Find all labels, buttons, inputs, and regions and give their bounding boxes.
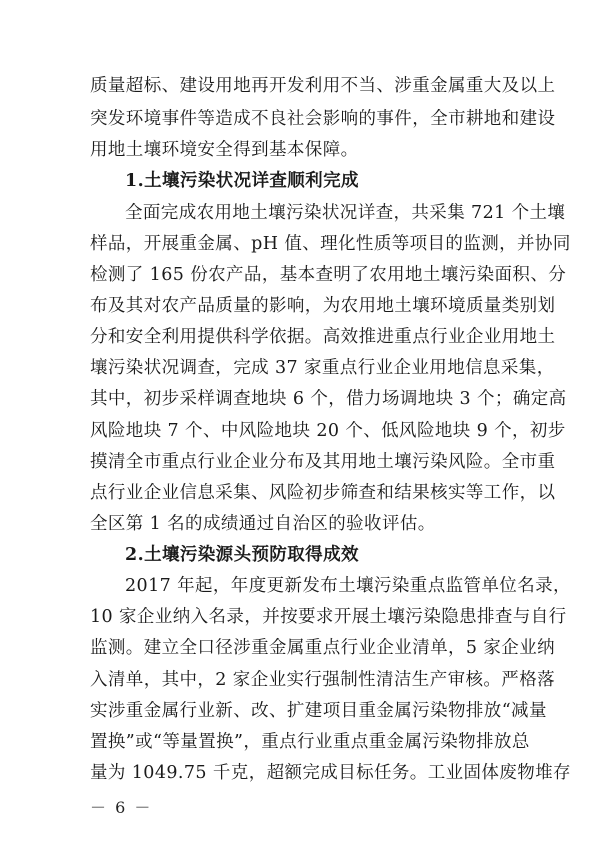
- body-line: 风险地块 7 个、中风险地块 20 个、低风险地块 9 个，初步: [90, 420, 566, 441]
- section-heading-1: 1.土壤污染状况详查顺利完成: [125, 171, 359, 192]
- body-line: 实涉重金属行业新、改、扩建项目重金属污染物排放“减量: [90, 700, 547, 721]
- body-line: 摸清全市重点行业企业分布及其用地土壤污染风险。全市重: [90, 451, 556, 472]
- body-line: 置换”或“等量置换”，重点行业重点重金属污染物排放总: [90, 731, 530, 752]
- body-line: 全面完成农用地土壤污染状况详查，共采集 721 个土壤: [125, 202, 566, 223]
- body-line: 质量超标、建设用地再开发利用不当、涉重金属重大及以上: [90, 76, 556, 96]
- body-line: 全区第 1 名的成绩通过自治区的验收评估。: [90, 513, 436, 534]
- body-line: 点行业企业信息采集、风险初步筛查和结果核实等工作，以: [90, 482, 556, 503]
- body-line: 其中，初步采样调查地块 6 个，借力场调地块 3 个；确定高: [90, 389, 567, 410]
- body-line: 布及其对农产品质量的影响，为农用地土壤环境质量类别划: [90, 295, 556, 316]
- body-line: 2017 年起，年度更新发布土壤污染重点监管单位名录，: [125, 576, 571, 597]
- body-line: 突发环境事件等造成不良社会影响的事件，全市耕地和建设: [90, 109, 556, 130]
- section-heading-2: 2.土壤污染源头预防取得成效: [125, 545, 359, 566]
- body-line: 入清单，其中，2 家企业实行强制性清洁生产审核。严格落: [90, 669, 555, 690]
- body-line: 量为 1049.75 千克，超额完成目标任务。工业固体废物堆存: [90, 763, 571, 783]
- body-line: 分和安全利用提供科学依据。高效推进重点行业企业用地土: [90, 327, 556, 348]
- body-line: 10 家企业纳入名录，并按要求开展土壤污染隐患排查与自行: [90, 607, 567, 628]
- body-line: 样品，开展重金属、pH 值、理化性质等项目的监测，并协同: [90, 233, 571, 254]
- body-line: 壤污染状况调查，完成 37 家重点行业企业用地信息采集，: [90, 358, 555, 379]
- body-line: 用地土壤环境安全得到基本保障。: [90, 140, 359, 161]
- body-line: 检测了 165 份农产品，基本查明了农用地土壤污染面积、分: [90, 264, 567, 285]
- page-number: － 6 －: [90, 798, 153, 817]
- body-line: 监测。建立全口径涉重金属重点行业企业清单，5 家企业纳: [90, 638, 555, 659]
